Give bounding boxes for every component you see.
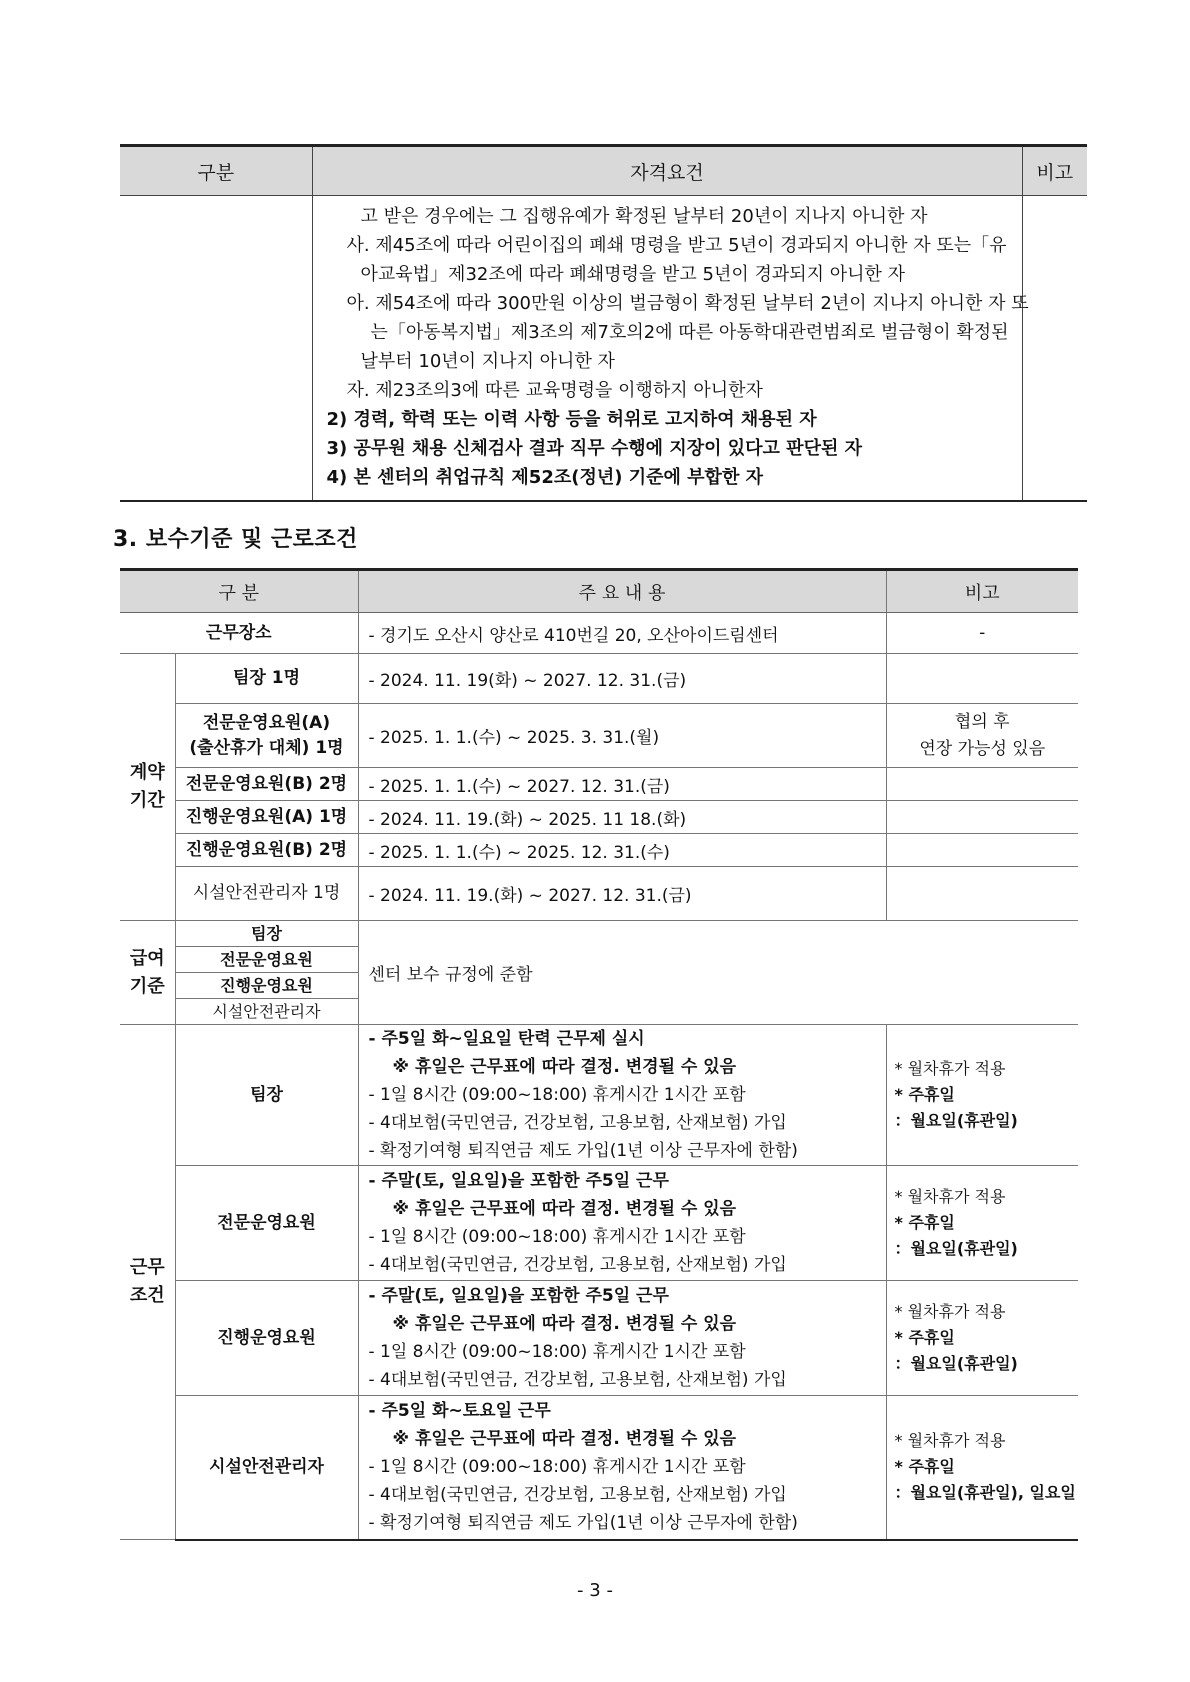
contract-note — [886, 654, 1078, 704]
remarks-cell — [1022, 196, 1087, 502]
salary-role: 시설안전관리자 — [175, 999, 358, 1025]
work-line: - 1일 8시간 (09:00~18:00) 휴게시간 1시간 포함 — [368, 1085, 746, 1105]
work-line: ※ 휴일은 근무표에 따라 결정. 변경될 수 있음 — [392, 1199, 737, 1219]
workplace-content: - 경기도 오산시 양산로 410번길 20, 오산아이드림센터 — [358, 613, 886, 654]
contract-role: 전문운영요원(A) (출산휴가 대체) 1명 — [175, 704, 358, 768]
work-note: * 월차휴가 적용 * 주휴일 ：월요일(휴관일) — [886, 1281, 1078, 1396]
header-requirements: 자격요건 — [312, 146, 1022, 196]
contract-period: - 2024. 11. 19(화) ~ 2027. 12. 31.(금) — [358, 654, 886, 704]
work-line: - 확정기여형 퇴직연금 제도 가입(1년 이상 근무자에 한함) — [368, 1513, 798, 1534]
contract-period: - 2024. 11. 19.(화) ~ 2027. 12. 31.(금) — [358, 867, 886, 921]
contract-period: - 2025. 1. 1.(수) ~ 2025. 3. 31.(월) — [358, 704, 886, 768]
work-content — [358, 1166, 886, 1281]
work-note: * 월차휴가 적용 * 주휴일 ：월요일(휴관일) — [886, 1025, 1078, 1166]
contract-note — [886, 768, 1078, 801]
work-note: * 월차휴가 적용 * 주휴일 ：월요일(휴관일), 일요일 — [886, 1396, 1078, 1540]
work-line: - 4대보험(국민연금, 건강보험, 고용보험, 산재보험) 가입 — [368, 1113, 787, 1133]
qualification-table — [120, 144, 1087, 502]
requirement-line: 아교육법」제32조에 따라 폐쇄명령을 받고 5년이 경과되지 아니한 자 — [360, 264, 905, 285]
work-line: - 4대보험(국민연금, 건강보험, 고용보험, 산재보험) 가입 — [368, 1485, 787, 1506]
requirement-line: 사. 제45조에 따라 어린이집의 폐쇄 명령을 받고 5년이 경과되지 아니한 자 또는「유 — [346, 235, 1007, 256]
work-note: * 월차휴가 적용 * 주휴일 ：월요일(휴관일) — [886, 1166, 1078, 1281]
salary-role: 팀장 — [175, 921, 358, 947]
work-line: - 1일 8시간 (09:00~18:00) 휴게시간 1시간 포함 — [368, 1342, 746, 1362]
work-line: - 1일 8시간 (09:00~18:00) 휴게시간 1시간 포함 — [368, 1457, 746, 1478]
work-line: - 주5일 화~일요일 탄력 근무제 실시 — [368, 1029, 645, 1049]
work-role: 시설안전관리자 — [175, 1396, 358, 1540]
contract-note — [886, 801, 1078, 834]
header-content: 주 요 내 용 — [358, 570, 886, 613]
category-cell — [120, 196, 312, 502]
work-line: - 확정기여형 퇴직연금 제도 가입(1년 이상 근무자에 한함) — [368, 1141, 798, 1161]
contract-label: 계약 기간 — [120, 654, 175, 921]
header-category: 구 분 — [120, 570, 358, 613]
salary-label: 급여 기준 — [120, 921, 175, 1025]
salary-role: 전문운영요원 — [175, 947, 358, 973]
work-line: ※ 휴일은 근무표에 따라 결정. 변경될 수 있음 — [392, 1314, 737, 1334]
work-role: 진행운영요원 — [175, 1281, 358, 1396]
salary-conditions-table — [120, 568, 1078, 1541]
contract-period: - 2025. 1. 1.(수) ~ 2027. 12. 31.(금) — [358, 768, 886, 801]
work-line: - 1일 8시간 (09:00~18:00) 휴게시간 1시간 포함 — [368, 1227, 746, 1247]
requirements-cell — [312, 196, 1029, 502]
header-remarks: 비고 — [1022, 146, 1087, 196]
header-remarks: 비고 — [886, 570, 1078, 613]
work-line: - 4대보험(국민연금, 건강보험, 고용보험, 산재보험) 가입 — [368, 1255, 787, 1275]
contract-role: 팀장 1명 — [175, 654, 358, 704]
requirement-line: 날부터 10년이 지나지 아니한 자 — [360, 351, 615, 372]
section-title: 3. 보수기준 및 근로조건 — [113, 527, 358, 552]
contract-role: 진행운영요원(B) 2명 — [175, 834, 358, 867]
workplace-label: 근무장소 — [120, 613, 358, 654]
requirement-line: 고 받은 경우에는 그 집행유예가 확정된 날부터 20년이 지나지 아니한 자 — [360, 206, 928, 227]
work-line: - 주말(토, 일요일)을 포함한 주5일 근무 — [368, 1286, 669, 1306]
requirement-line: 3) 공무원 채용 신체검사 결과 직무 수행에 지장이 있다고 판단된 자 — [326, 438, 863, 459]
contract-note: 협의 후 연장 가능성 있음 — [886, 704, 1078, 768]
contract-note — [886, 867, 1078, 921]
requirement-line: 4) 본 센터의 취업규칙 제52조(정년) 기준에 부합한 자 — [326, 467, 763, 488]
contract-role: 시설안전관리자 1명 — [175, 867, 358, 921]
work-line: - 주5일 화~토요일 근무 — [368, 1401, 551, 1422]
work-content — [358, 1281, 886, 1396]
contract-role: 전문운영요원(B) 2명 — [175, 768, 358, 801]
page-number: - 3 - — [577, 1580, 613, 1601]
work-content — [358, 1396, 886, 1540]
salary-role: 진행운영요원 — [175, 973, 358, 999]
contract-period: - 2024. 11. 19.(화) ~ 2025. 11 18.(화) — [358, 801, 886, 834]
requirement-line: 아. 제54조에 따라 300만원 이상의 벌금형이 확정된 날부터 2년이 지나지 아니한 자 또 — [346, 293, 1029, 314]
contract-note — [886, 834, 1078, 867]
requirement-line: 자. 제23조의3에 따른 교육명령을 이행하지 아니한자 — [346, 380, 763, 401]
work-line: ※ 휴일은 근무표에 따라 결정. 변경될 수 있음 — [392, 1429, 737, 1450]
contract-period: - 2025. 1. 1.(수) ~ 2025. 12. 31.(수) — [358, 834, 886, 867]
work-content — [358, 1025, 886, 1166]
workplace-note: - — [886, 613, 1078, 654]
work-role: 팀장 — [175, 1025, 358, 1166]
salary-content: 센터 보수 규정에 준함 — [358, 921, 1078, 1025]
work-line: - 주말(토, 일요일)을 포함한 주5일 근무 — [368, 1171, 669, 1191]
work-line: - 4대보험(국민연금, 건강보험, 고용보험, 산재보험) 가입 — [368, 1370, 787, 1390]
requirement-line: 2) 경력, 학력 또는 이력 사항 등을 허위로 고지하여 채용된 자 — [326, 409, 817, 430]
work-role: 전문운영요원 — [175, 1166, 358, 1281]
contract-role: 진행운영요원(A) 1명 — [175, 801, 358, 834]
requirement-line: 는「아동복지법」제3조의 제7호의2에 따른 아동학대관련범죄로 벌금형이 확정된 — [370, 322, 1009, 343]
work-label: 근무 조건 — [120, 1025, 175, 1540]
header-category: 구분 — [120, 146, 312, 196]
work-line: ※ 휴일은 근무표에 따라 결정. 변경될 수 있음 — [392, 1057, 737, 1077]
